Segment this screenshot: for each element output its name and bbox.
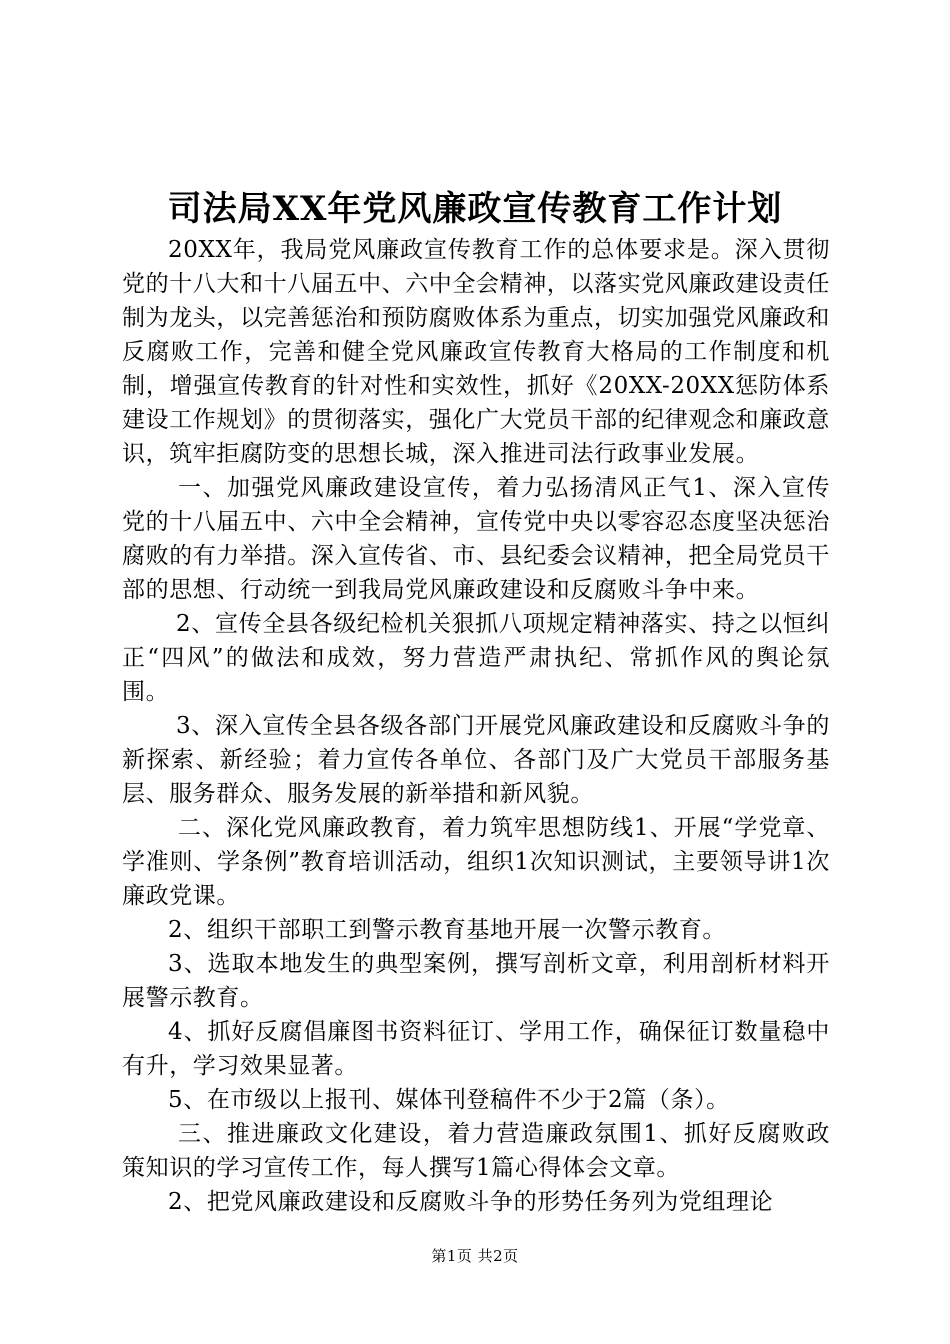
paragraph-intro: 20XX年，我局党风廉政宣传教育工作的总体要求是。深入贯彻党的十八大和十八届五中、六中全会精神，以落实党风廉政建设责任制为龙头，以完善惩治和预防腐败体系为重点，切实加强党风廉政和反腐败工作，完善和健全党风廉政宣传教育大格局的工作制度和机制，增强宣传教育的针对性和实效性，抓好《20XX-20XX惩防体系建设工作规划》的贯彻落实，强化广大党员干部的纪律观念和廉政意识，筑牢拒腐防变的思想长城，深入推进司法行政事业发展。: [122, 237, 830, 467]
paragraph-item: 3、选取本地发生的典型案例，撰写剖析文章，利用剖析材料开展警示教育。: [122, 951, 830, 1011]
paragraph-item: 3、深入宣传全县各级各部门开展党风廉政建设和反腐败斗争的新探索、新经验；着力宣传各单位、各部门及广大党员干部服务基层、服务群众、服务发展的新举措和新风貌。: [122, 713, 830, 807]
paragraph-section-2: 二、深化党风廉政教育，着力筑牢思想防线1、开展“学党章、学准则、学条例”教育培训活动，组织1次知识测试，主要领导讲1次廉政党课。: [122, 815, 830, 909]
document-title: 司法局XX年党风廉政宣传教育工作计划: [167, 189, 783, 229]
paragraph-item: 5、在市级以上报刊、媒体刊登稿件不少于2篇（条）。: [168, 1087, 730, 1113]
paragraph-item: 4、抓好反腐倡廉图书资料征订、学用工作，确保征订数量稳中有升，学习效果显著。: [122, 1019, 830, 1079]
paragraph-item: 2、组织干部职工到警示教育基地开展一次警示教育。: [168, 917, 727, 943]
paragraph-item: 2、宣传全县各级纪检机关狠抓八项规定精神落实、持之以恒纠正“四风”的做法和成效，努力营造严肃执纪、常抓作风的舆论氛围。: [122, 611, 830, 705]
document-body: [122, 233, 830, 1219]
paragraph-section-3: 三、推进廉政文化建设，着力营造廉政氛围1、抓好反腐败政策知识的学习宣传工作，每人撰写1篇心得体会文章。: [122, 1121, 830, 1181]
paragraph-section-1: 一、加强党风廉政建设宣传，着力弘扬清风正气1、深入宣传党的十八届五中、六中全会精神，宣传党中央以零容忍态度坚决惩治腐败的有力举措。深入宣传省、市、县纪委会议精神，把全局党员干部的思想、行动统一到我局党风廉政建设和反腐败斗争中来。: [122, 475, 830, 603]
paragraph-item: 2、把党风廉政建设和反腐败斗争的形势任务列为党组理论: [168, 1189, 774, 1215]
page-footer: 第1页 共2页: [431, 1247, 519, 1265]
